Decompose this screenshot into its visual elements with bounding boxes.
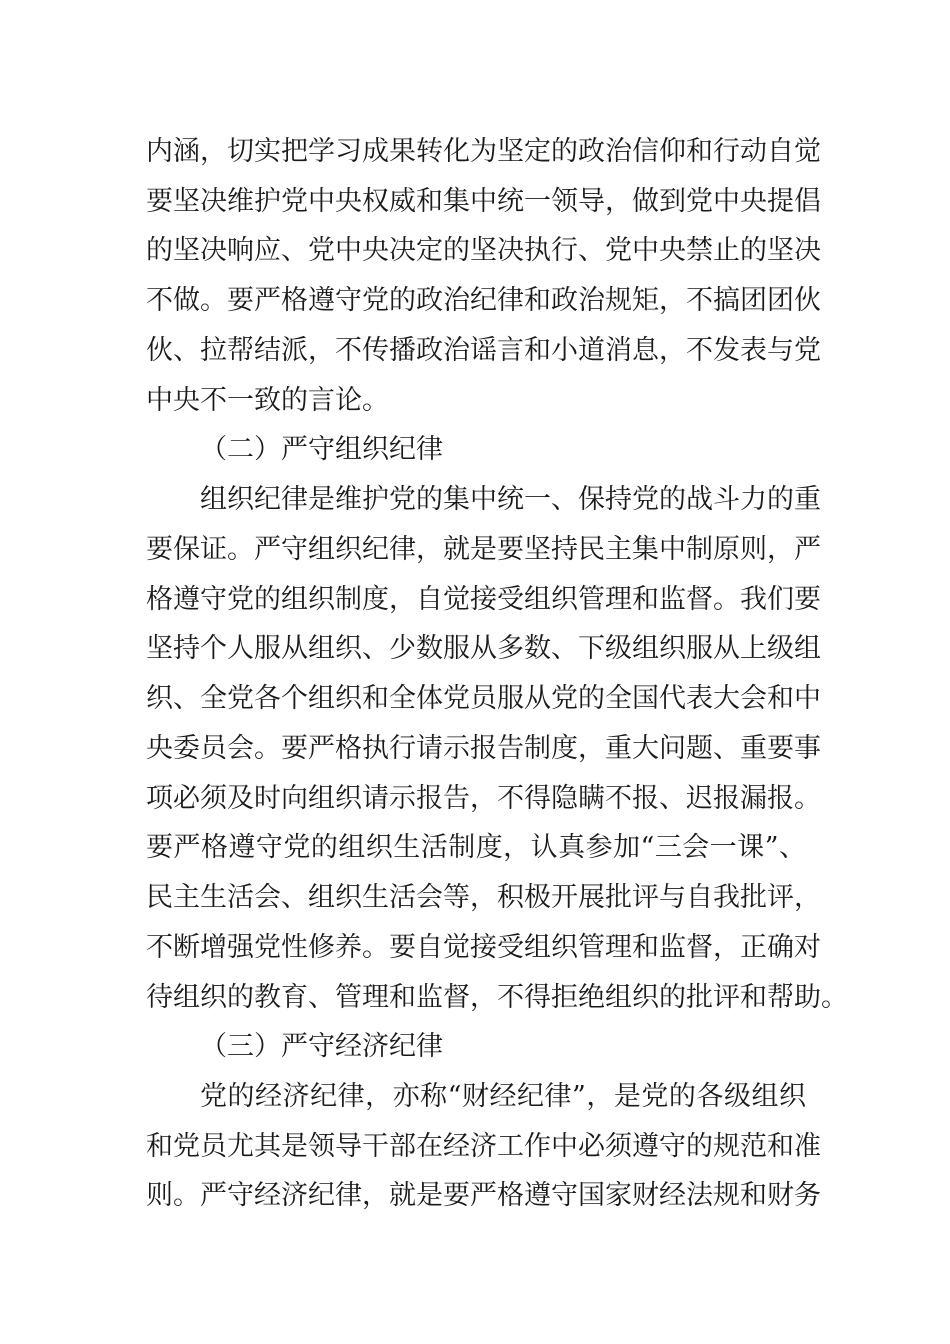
body-text-line: 不做。要严格遵守党的政治纪律和政治规矩，不搞团团伙 (146, 285, 821, 316)
body-text-line: 内涵，切实把学习成果转化为坚定的政治信仰和行动自觉 (146, 136, 821, 167)
body-text-line: 民主生活会、组织生活会等，积极开展批评与自我批评， (146, 882, 821, 913)
body-text-line: 则。严守经济纪律，就是要严格遵守国家财经法规和财务 (146, 1180, 821, 1211)
body-text-line: 要保证。严守组织纪律，就是要坚持民主集中制原则，严 (146, 534, 821, 565)
body-text-line: 要坚决维护党中央权威和集中统一领导，做到党中央提倡 (146, 186, 821, 217)
body-text-line: 织、全党各个组织和全体党员服从党的全国代表大会和中 (146, 683, 821, 714)
body-text-line: 组织纪律是维护党的集中统一、保持党的战斗力的重 (200, 484, 821, 515)
body-text-line: 和党员尤其是领导干部在经济工作中必须遵守的规范和准 (146, 1131, 821, 1162)
section-heading: （三）严守经济纪律 (200, 1031, 443, 1062)
body-text-line: 格遵守党的组织制度，自觉接受组织管理和监督。我们要 (146, 584, 821, 615)
body-text-line: 坚持个人服从组织、少数服从多数、下级组织服从上级组 (146, 633, 821, 664)
body-text-line: 伙、拉帮结派，不传播政治谣言和小道消息，不发表与党 (146, 335, 821, 366)
body-text-line: 要严格遵守党的组织生活制度，认真参加“三会一课”、 (146, 832, 806, 863)
body-text-line: 中央不一致的言论。 (146, 385, 389, 416)
body-text-line: 不断增强党性修养。要自觉接受组织管理和监督，正确对 (146, 932, 821, 963)
body-text-line: 的坚决响应、党中央决定的坚决执行、党中央禁止的坚决 (146, 235, 821, 266)
section-heading: （二）严守组织纪律 (200, 434, 443, 465)
body-text-line: 央委员会。要严格执行请示报告制度，重大问题、重要事 (146, 733, 821, 764)
body-text-line: 党的经济纪律，亦称“财经纪律”，是党的各级组织 (200, 1081, 806, 1112)
body-text-line: 项必须及时向组织请示报告，不得隐瞒不报、迟报漏报。 (146, 783, 821, 814)
body-text-line: 待组织的教育、管理和监督，不得拒绝组织的批评和帮助。 (146, 982, 848, 1013)
